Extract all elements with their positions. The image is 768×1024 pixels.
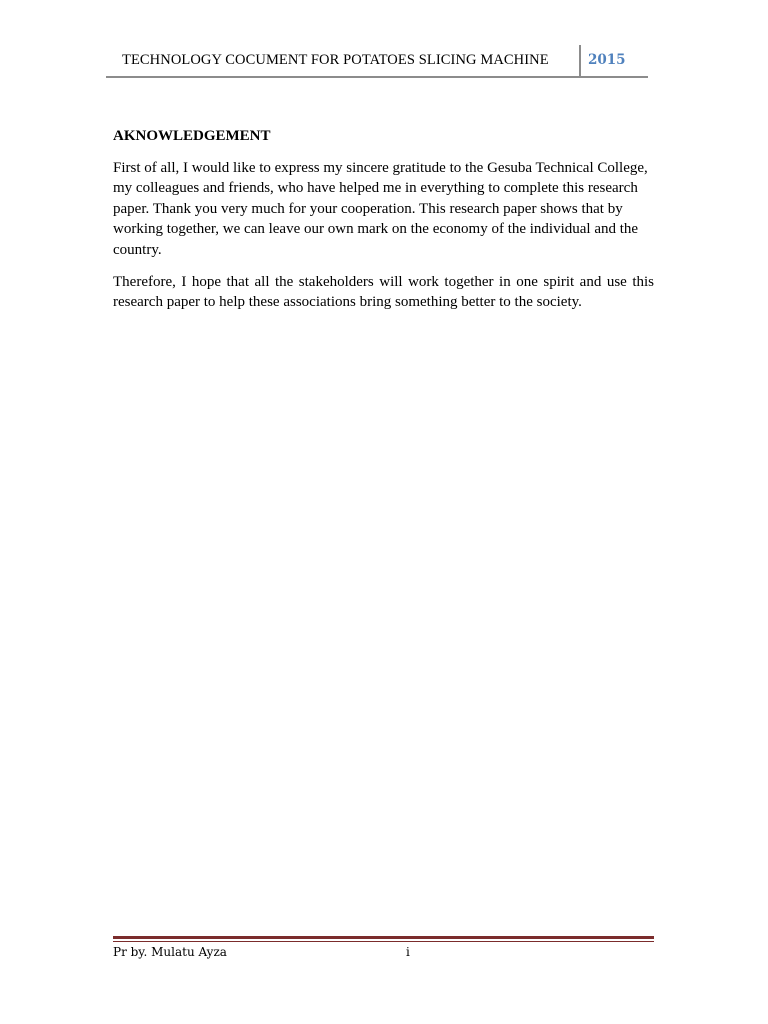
footer-rule bbox=[113, 936, 654, 939]
header-divider bbox=[579, 45, 581, 76]
paragraph-1: First of all, I would like to express my sincere gratitude to the Gesuba Technical College, my colleagues and friends, who have helped me in everything to complete this research paper. Thank you very much for your cooperation. This research paper shows that by working together, we can leave our own mark on the economy of the individual and the country. bbox=[113, 160, 648, 258]
section-heading: AKNOWLEDGEMENT bbox=[113, 128, 271, 144]
header-title: TECHNOLOGY COCUMENT FOR POTATOES SLICING MACHINE bbox=[122, 52, 549, 68]
header-year: 2015 bbox=[588, 52, 626, 68]
page-header bbox=[106, 44, 648, 78]
footer-rule-thin bbox=[113, 941, 654, 942]
footer-page-number: i bbox=[406, 945, 410, 959]
paragraph-2: Therefore, I hope that all the stakeholders will work together in one spirit and use this research paper to help these associations bring something better to the society. bbox=[113, 274, 654, 311]
document-body bbox=[113, 126, 654, 325]
footer-author: Pr by. Mulatu Ayza bbox=[113, 945, 227, 959]
